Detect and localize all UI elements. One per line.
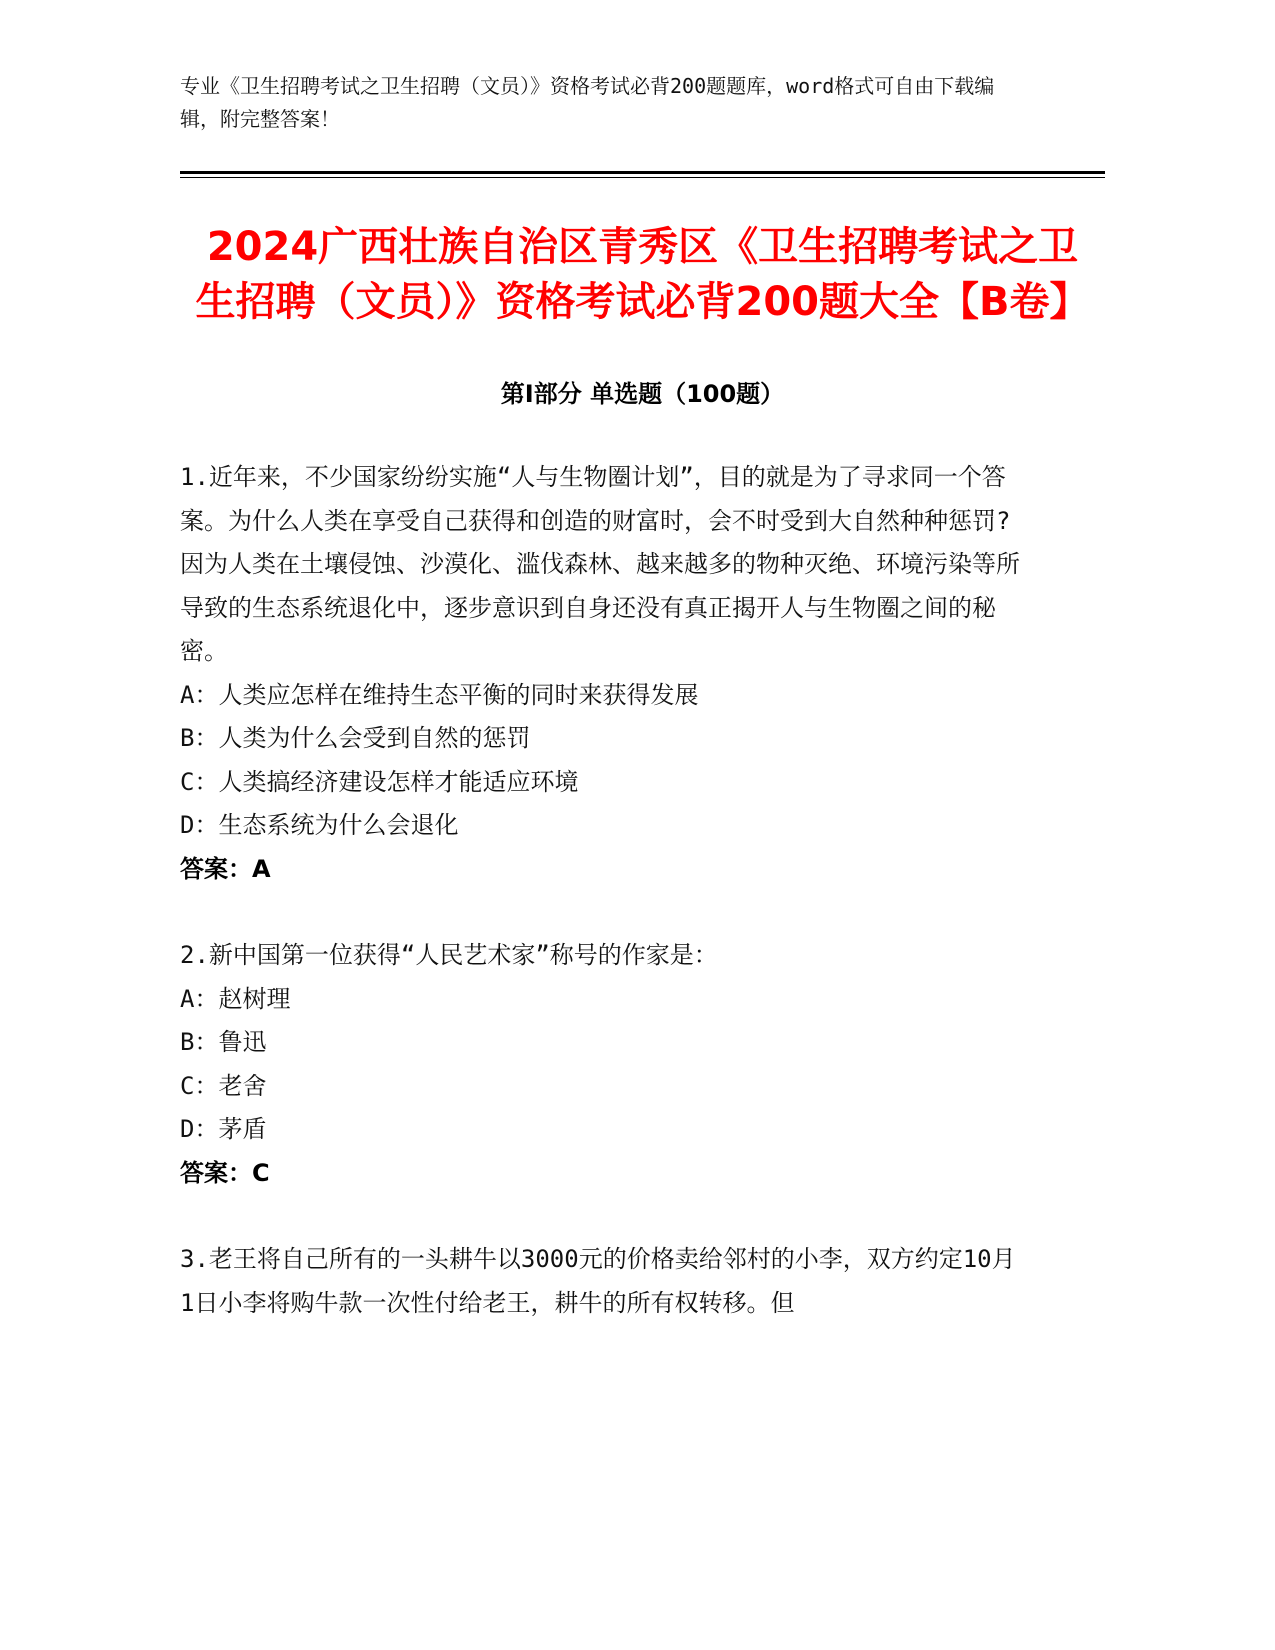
header-rule-thin xyxy=(180,177,1105,178)
question-stem: 1.近年来，不少国家纷纷实施“人与生物圈计划”，目的就是为了寻求同一个答案。为什么人类在享受自己获得和创造的财富时，会不时受到大自然种种惩罚?因为人类在土壤侵蚀、沙漠化、滥伐森林、越来越多的物种灭绝、环境污染等所导致的生态系统退化中，逐步意识到自身还没有真正揭开人与生物圈之间的秘密。 xyxy=(180,463,1020,665)
answer-label: 答案：A xyxy=(180,854,271,883)
option-d: D：茅盾 xyxy=(180,1115,267,1143)
answer-label: 答案：C xyxy=(180,1158,270,1187)
question-1 xyxy=(180,456,1105,891)
document-page xyxy=(180,70,1105,1325)
header-rule-thick xyxy=(180,171,1105,174)
option-c: C：老舍 xyxy=(180,1071,267,1100)
question-stem: 3.老王将自己所有的一头耕牛以3000元的价格卖给邻村的小李，双方约定10月1日小李将购牛款一次性付给老王，耕牛的所有权转移。但 xyxy=(180,1245,1016,1317)
section-title: 第I部分 单选题（100题） xyxy=(500,380,785,408)
question-stem: 2.新中国第一位获得“人民艺术家”称号的作家是： xyxy=(180,941,718,969)
option-b: B：鲁迅 xyxy=(180,1028,267,1056)
question-3 xyxy=(180,1238,1105,1325)
option-d: D：生态系统为什么会退化 xyxy=(180,811,459,839)
option-b: B：人类为什么会受到自然的惩罚 xyxy=(180,724,531,752)
option-a: A：赵树理 xyxy=(180,984,291,1013)
option-c: C：人类搞经济建设怎样才能适应环境 xyxy=(180,767,579,796)
option-a: A：人类应怎样在维持生态平衡的同时来获得发展 xyxy=(180,680,699,709)
header-note: 专业《卫生招聘考试之卫生招聘（文员）》资格考试必背200题题库，word格式可自由下载编辑，附完整答案！ xyxy=(180,74,995,131)
document-title: 2024广西壮族自治区青秀区《卫生招聘考试之卫生招聘（文员）》资格考试必背200题大全【B卷】 xyxy=(195,224,1090,325)
question-2 xyxy=(180,934,1105,1195)
